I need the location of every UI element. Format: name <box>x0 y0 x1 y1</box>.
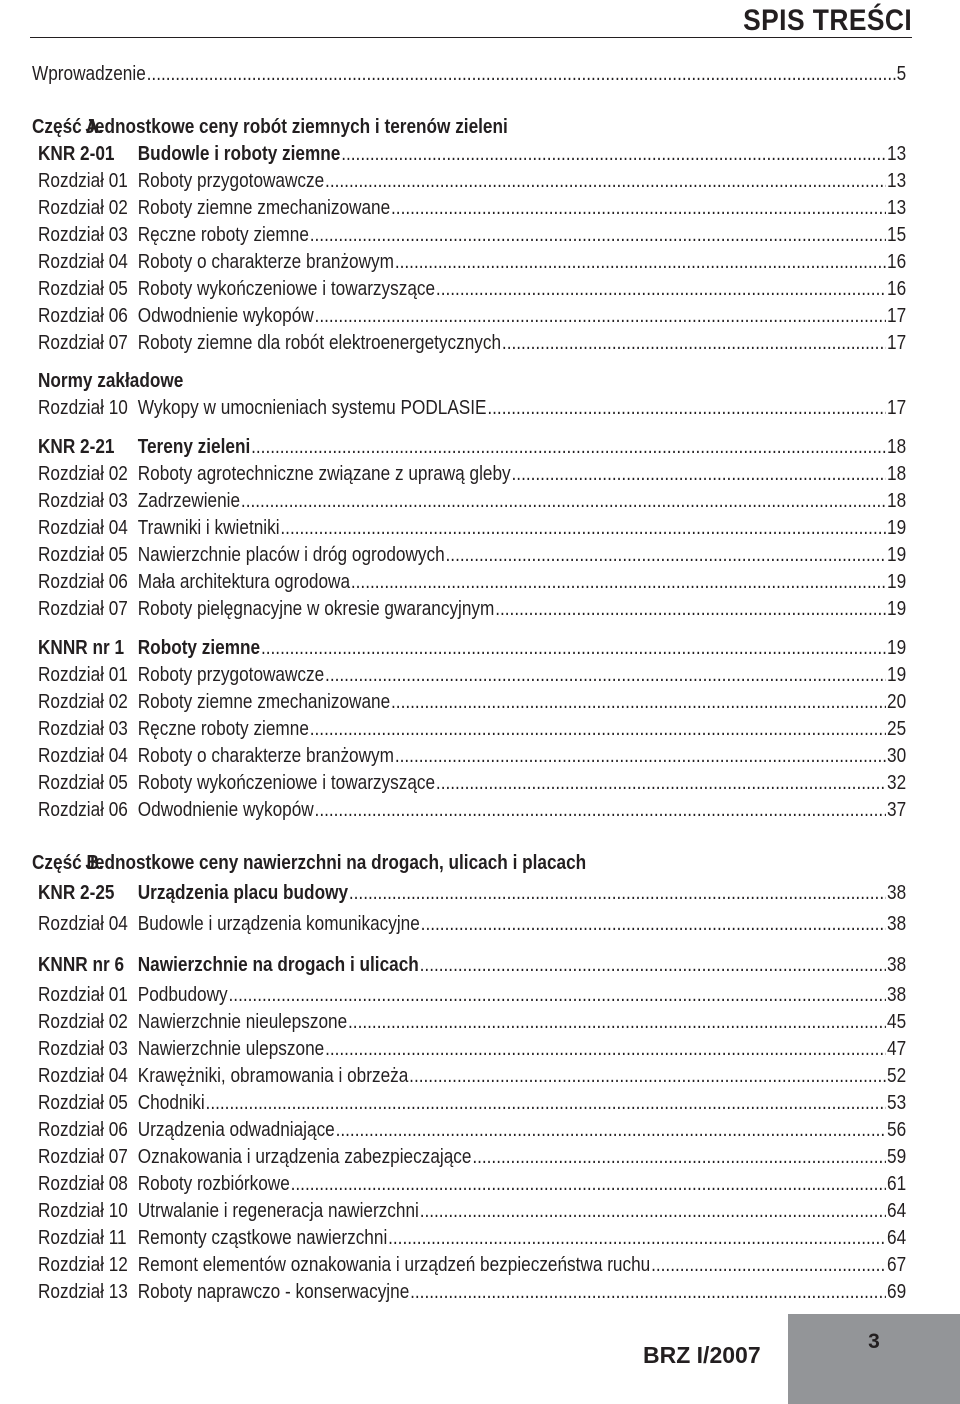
toc-entry-page: 47 <box>887 1038 907 1060</box>
toc-entry-code: Rozdział 10 <box>38 397 128 419</box>
toc-entry-page: 13 <box>887 143 907 165</box>
toc-entry-code: Rozdział 12 <box>38 1254 128 1276</box>
toc-entry-code: Rozdział 04 <box>38 745 128 767</box>
toc-entry-title: Oznakowania i urządzenia zabezpieczające <box>137 1146 472 1168</box>
toc-entry[interactable] <box>38 329 906 355</box>
toc-leader-dots <box>495 597 886 621</box>
toc-entry-page: 69 <box>887 1281 907 1303</box>
toc-entry-title: Podbudowy <box>137 984 228 1006</box>
toc-leader-dots <box>395 744 886 768</box>
toc-leader-dots <box>229 983 887 1007</box>
toc-entry-code: Rozdział 03 <box>38 1038 128 1060</box>
toc-leader-dots <box>325 663 886 687</box>
toc-entry[interactable] <box>38 541 906 567</box>
toc-entry[interactable] <box>38 661 906 687</box>
toc-entry-title: Jednostkowe ceny nawierzchni na drogach, ulicach i placach <box>85 852 587 874</box>
toc-entry-page: 25 <box>887 718 907 740</box>
toc-entry-page: 67 <box>887 1254 907 1276</box>
toc-entry-title: Utrwalanie i regeneracja nawierzchni <box>137 1200 419 1222</box>
toc-entry-title: Remonty cząstkowe nawierzchni <box>137 1227 388 1249</box>
toc-entry[interactable] <box>38 514 906 540</box>
toc-leader-dots <box>502 331 886 355</box>
toc-leader-dots <box>391 690 886 714</box>
toc-entry[interactable] <box>38 394 906 420</box>
toc-entry-title: Roboty pielęgnacyjne w okresie gwarancyjnym <box>137 598 495 620</box>
toc-entry-title: Krawężniki, obramowania i obrzeża <box>137 1065 409 1087</box>
toc-entry-title: Wprowadzenie <box>32 63 146 85</box>
toc-entry-page: 59 <box>887 1146 907 1168</box>
toc-entry-page: 19 <box>887 544 907 566</box>
toc-entry-page: 64 <box>887 1200 907 1222</box>
toc-entry[interactable] <box>38 140 906 166</box>
toc-entry-page: 17 <box>887 397 907 419</box>
toc-entry-code: Rozdział 03 <box>38 224 128 246</box>
toc-entry-code: KNR 2-01 <box>38 143 115 165</box>
toc-entry-title: Urządzenia placu budowy <box>137 882 349 904</box>
toc-entry[interactable] <box>38 433 906 459</box>
toc-entry-page: 38 <box>887 984 907 1006</box>
toc-leader-dots <box>487 396 886 420</box>
toc-entry[interactable] <box>38 688 906 714</box>
toc-leader-dots <box>325 169 886 193</box>
toc-entry-code: Rozdział 06 <box>38 799 128 821</box>
toc-entry-code: Rozdział 11 <box>38 1227 127 1249</box>
toc-entry[interactable] <box>38 460 906 486</box>
toc-leader-dots <box>512 462 887 486</box>
toc-entry-page: 16 <box>887 278 907 300</box>
toc-entry-code: Rozdział 06 <box>38 305 128 327</box>
toc-entry-code: Część B. <box>32 852 104 874</box>
toc-entry[interactable] <box>38 1062 906 1088</box>
toc-entry-title: Odwodnienie wykopów <box>137 305 314 327</box>
toc-entry-page: 38 <box>887 913 907 935</box>
toc-entry-page: 13 <box>887 197 907 219</box>
toc-entry-page: 18 <box>887 436 907 458</box>
toc-entry[interactable] <box>38 1278 906 1304</box>
toc-entry-page: 45 <box>887 1011 907 1033</box>
toc-entry-title: Trawniki i kwietniki <box>137 517 280 539</box>
toc-entry-title: Roboty wykończeniowe i towarzyszące <box>137 278 436 300</box>
toc-entry[interactable] <box>38 981 906 1007</box>
page-number-box <box>788 1314 960 1404</box>
toc-entry[interactable] <box>38 595 906 621</box>
toc-leader-dots <box>420 1199 886 1223</box>
toc-entry-page: 19 <box>887 571 907 593</box>
toc-entry-page: 13 <box>887 170 907 192</box>
toc-entry[interactable] <box>32 60 906 86</box>
toc-entry[interactable] <box>38 879 906 905</box>
toc-entry-page: 32 <box>887 772 907 794</box>
toc-entry-code: Rozdział 02 <box>38 1011 128 1033</box>
toc-leader-dots <box>310 717 886 741</box>
toc-leader-dots <box>391 196 886 220</box>
toc-entry-title: Roboty wykończeniowe i towarzyszące <box>137 772 436 794</box>
toc-leader-dots <box>436 277 886 301</box>
toc-entry-title: Urządzenia odwadniające <box>137 1119 335 1141</box>
toc-entry-title: Roboty ziemne zmechanizowane <box>137 197 391 219</box>
toc-entry-code: KNR 2-25 <box>38 882 115 904</box>
toc-leader-dots <box>336 1118 887 1142</box>
toc-entry-title: Roboty o charakterze branżowym <box>137 251 394 273</box>
toc-entry-code: Rozdział 04 <box>38 1065 128 1087</box>
toc-leader-dots <box>261 636 886 660</box>
toc-leader-dots <box>388 1226 886 1250</box>
toc-entry-code: Rozdział 05 <box>38 544 128 566</box>
toc-leader-dots <box>280 516 886 540</box>
toc-entry[interactable] <box>38 742 906 768</box>
toc-leader-dots <box>420 953 887 977</box>
toc-entry-page: 5 <box>896 63 907 85</box>
toc-leader-dots <box>315 304 887 328</box>
toc-entry-page: 16 <box>887 251 907 273</box>
toc-entry[interactable] <box>38 1197 906 1223</box>
toc-entry[interactable] <box>38 1170 906 1196</box>
toc-entry-code: Rozdział 05 <box>38 772 128 794</box>
toc-entry-code: Rozdział 13 <box>38 1281 128 1303</box>
toc-entry[interactable] <box>38 769 906 795</box>
toc-entry-code: Rozdział 07 <box>38 332 128 354</box>
toc-entry-title: Nawierzchnie nieulepszone <box>137 1011 348 1033</box>
toc-entry-title: Nawierzchnie na drogach i ulicach <box>137 954 419 976</box>
toc-entry-title: Budowle i urządzenia komunikacyjne <box>137 913 420 935</box>
toc-leader-dots <box>395 250 886 274</box>
toc-entry-page: 18 <box>887 463 907 485</box>
toc-leader-dots <box>410 1280 886 1304</box>
toc-entry-title: Wykopy w umocnieniach systemu PODLASIE <box>137 397 487 419</box>
toc-entry-page: 64 <box>887 1227 907 1249</box>
toc-entry-title: Roboty ziemne dla robót elektroenergetycznych <box>137 332 502 354</box>
toc-entry-code: Rozdział 05 <box>38 1092 128 1114</box>
toc-leader-dots <box>291 1172 887 1196</box>
toc-entry-page: 19 <box>887 517 907 539</box>
toc-entry[interactable] <box>38 910 906 936</box>
toc-entry-title: Ręczne roboty ziemne <box>137 718 309 740</box>
toc-entry[interactable] <box>38 568 906 594</box>
toc-entry[interactable] <box>38 634 906 660</box>
toc-entry-code: Rozdział 03 <box>38 490 128 512</box>
toc-entry-code: Rozdział 08 <box>38 1173 128 1195</box>
toc-leader-dots <box>351 570 886 594</box>
toc-entry-title: Roboty przygotowawcze <box>137 170 325 192</box>
toc-entry[interactable] <box>38 302 906 328</box>
toc-entry-code: Rozdział 03 <box>38 718 128 740</box>
toc-leader-dots <box>341 142 886 166</box>
toc-entry-title: Mała architektura ogrodowa <box>137 571 351 593</box>
toc-entry[interactable] <box>38 1089 906 1115</box>
toc-leader-dots <box>409 1064 886 1088</box>
toc-entry-page: 38 <box>887 954 907 976</box>
toc-entry-code: Rozdział 04 <box>38 913 128 935</box>
toc-entry[interactable] <box>38 275 906 301</box>
toc-entry[interactable] <box>38 1224 906 1250</box>
toc-entry-title: Zadrzewienie <box>137 490 241 512</box>
toc-entry-page: 18 <box>887 490 907 512</box>
toc-entry[interactable] <box>38 367 906 393</box>
toc-entry-code: Normy zakładowe <box>38 370 184 392</box>
toc-leader-dots <box>241 489 886 513</box>
toc-entry-code: Rozdział 02 <box>38 463 128 485</box>
toc-entry-title: Roboty o charakterze branżowym <box>137 745 394 767</box>
toc-entry-page: 19 <box>887 598 907 620</box>
toc-entry-code: Rozdział 01 <box>38 664 128 686</box>
toc-entry-code: Rozdział 05 <box>38 278 128 300</box>
toc-entry-page: 52 <box>887 1065 907 1087</box>
toc-entry[interactable] <box>38 715 906 741</box>
toc-entry-page: 19 <box>887 637 907 659</box>
toc-entry-page: 15 <box>887 224 907 246</box>
toc-leader-dots <box>436 771 886 795</box>
toc-entry[interactable] <box>38 1116 906 1142</box>
toc-entry-code: Rozdział 02 <box>38 691 128 713</box>
toc-leader-dots <box>315 798 887 822</box>
toc-entry-page: 56 <box>887 1119 907 1141</box>
toc-entry-title: Roboty naprawczo - konserwacyjne <box>137 1281 410 1303</box>
toc-leader-dots <box>147 62 896 86</box>
toc-entry[interactable] <box>38 248 906 274</box>
toc-entry[interactable] <box>38 1008 906 1034</box>
toc-entry-title: Chodniki <box>137 1092 205 1114</box>
toc-entry-code: Rozdział 07 <box>38 598 128 620</box>
toc-entry-page: 53 <box>887 1092 907 1114</box>
toc-leader-dots <box>651 1253 886 1277</box>
toc-entry-title: Tereny zieleni <box>137 436 251 458</box>
toc-entry-title: Jednostkowe ceny robót ziemnych i terenów zieleni <box>85 116 508 138</box>
toc-entry-page: 17 <box>887 332 907 354</box>
toc-entry-code: Rozdział 06 <box>38 571 128 593</box>
toc-entry-page: 20 <box>887 691 907 713</box>
toc-entry-code: KNNR nr 1 <box>38 637 125 659</box>
toc-leader-dots <box>325 1037 886 1061</box>
toc-entry[interactable] <box>38 487 906 513</box>
toc-entry-title: Ręczne roboty ziemne <box>137 224 309 246</box>
toc-entry-title: Nawierzchnie placów i dróg ogrodowych <box>137 544 445 566</box>
toc-entry-code: Rozdział 10 <box>38 1200 128 1222</box>
toc-entry[interactable] <box>38 951 906 977</box>
page-title: SPIS TREŚCI <box>742 4 912 37</box>
publication-label: BRZ I/2007 <box>643 1342 761 1368</box>
toc-entry[interactable] <box>38 1035 906 1061</box>
toc-leader-dots <box>472 1145 886 1169</box>
page-number: 3 <box>868 1330 880 1353</box>
toc-leader-dots <box>348 1010 886 1034</box>
toc-entry[interactable] <box>38 167 906 193</box>
toc-entry-title: Nawierzchnie ulepszone <box>137 1038 325 1060</box>
toc-entry[interactable] <box>32 849 906 875</box>
toc-entry-code: Rozdział 06 <box>38 1119 128 1141</box>
toc-entry-title: Roboty rozbiórkowe <box>137 1173 290 1195</box>
toc-entry[interactable] <box>38 194 906 220</box>
toc-leader-dots <box>206 1091 887 1115</box>
toc-entry-title: Roboty przygotowawcze <box>137 664 325 686</box>
toc-entry-page: 30 <box>887 745 907 767</box>
toc-leader-dots <box>310 223 886 247</box>
toc-entry[interactable] <box>38 1251 906 1277</box>
toc-leader-dots <box>446 543 887 567</box>
toc-entry[interactable] <box>38 796 906 822</box>
toc-entry-code: KNNR nr 6 <box>38 954 125 976</box>
toc-entry-title: Roboty agrotechniczne związane z uprawą gleby <box>137 463 511 485</box>
toc-entry-code: Rozdział 01 <box>38 170 128 192</box>
toc-entry-title: Budowle i roboty ziemne <box>137 143 341 165</box>
toc-entry[interactable] <box>32 113 906 139</box>
toc-entry-page: 61 <box>887 1173 907 1195</box>
toc-leader-dots <box>251 435 886 459</box>
toc-entry-code: Rozdział 01 <box>38 984 128 1006</box>
header-rule <box>30 37 912 38</box>
toc-entry[interactable] <box>38 1143 906 1169</box>
toc-entry-code: Rozdział 04 <box>38 517 128 539</box>
toc-entry-title: Roboty ziemne zmechanizowane <box>137 691 391 713</box>
toc-entry-code: Rozdział 04 <box>38 251 128 273</box>
toc-entry-code: Rozdział 07 <box>38 1146 128 1168</box>
toc-entry[interactable] <box>38 221 906 247</box>
toc-entry-page: 38 <box>887 882 907 904</box>
toc-leader-dots <box>421 912 886 936</box>
toc-entry-page: 17 <box>887 305 907 327</box>
toc-entry-code: Rozdział 02 <box>38 197 128 219</box>
toc-entry-code: Część A. <box>32 116 104 138</box>
toc-entry-title: Odwodnienie wykopów <box>137 799 314 821</box>
toc-entry-page: 19 <box>887 664 907 686</box>
toc-entry-code: KNR 2-21 <box>38 436 115 458</box>
toc-entry-title: Remont elementów oznakowania i urządzeń bezpieczeństwa ruchu <box>137 1254 651 1276</box>
toc-entry-title: Roboty ziemne <box>137 637 261 659</box>
toc-leader-dots <box>349 881 886 905</box>
toc-entry-page: 37 <box>887 799 907 821</box>
